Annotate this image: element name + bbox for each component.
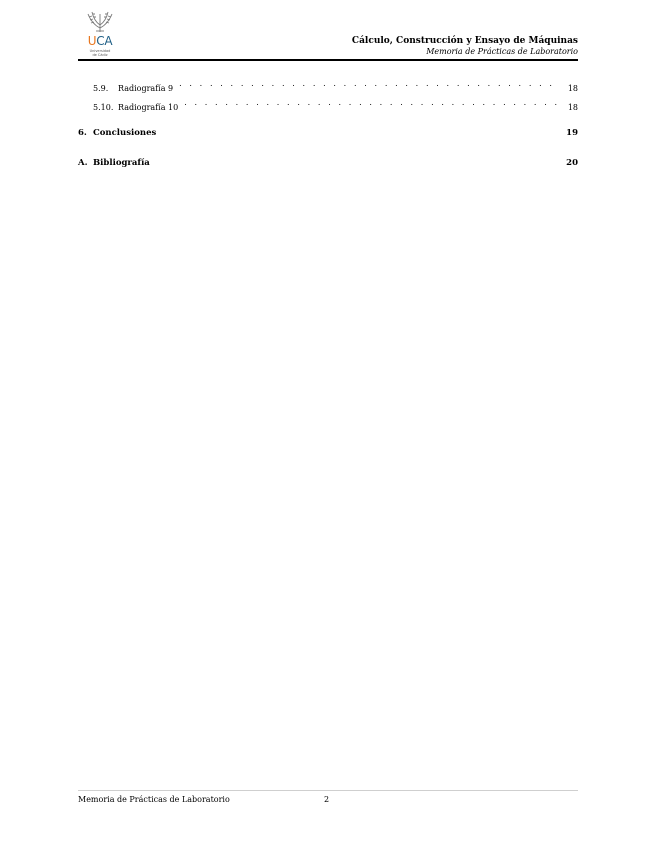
toc-entry-page: 18 — [567, 103, 578, 112]
toc-section-title: Conclusiones — [93, 128, 157, 138]
toc-entry-number: 5.10. — [93, 103, 114, 112]
toc-section[interactable] — [78, 128, 578, 140]
toc-entry[interactable] — [78, 79, 578, 91]
footer-text: Memoria de Prácticas de Laboratorio — [78, 795, 230, 804]
logo-subtitle — [80, 49, 120, 57]
toc-section-page: 20 — [566, 158, 578, 168]
footer-page-number: 2 — [324, 795, 330, 804]
toc-entry-number: 5.9. — [93, 84, 109, 93]
university-logo — [80, 8, 120, 58]
toc-dot-leaders — [184, 98, 558, 110]
logo-subtitle-line2: de Cádiz — [92, 53, 108, 57]
logo-subtitle-line1: Universidad — [89, 49, 111, 53]
toc-section-title: Bibliografía — [93, 158, 150, 168]
toc-entry-title: Radiografía 10 — [118, 103, 179, 112]
toc-entry-page: 18 — [567, 84, 578, 93]
toc-section-number: A. — [78, 158, 88, 168]
toc-dot-leaders — [179, 79, 558, 91]
toc-entry[interactable] — [78, 98, 578, 110]
toc-section[interactable] — [78, 158, 578, 170]
logo-letter-u: U — [87, 34, 97, 48]
header-rule — [78, 59, 578, 61]
toc-section-number: 6. — [78, 128, 87, 138]
logo-letters-ca: CA — [96, 34, 113, 48]
header-subtitle: Memoria de Prácticas de Laboratorio — [426, 47, 578, 56]
footer-rule — [78, 790, 578, 791]
laurel-crest-icon — [80, 8, 120, 36]
toc-section-page: 19 — [566, 128, 578, 138]
toc-entry-title: Radiografía 9 — [118, 84, 174, 93]
header-title: Cálculo, Construcción y Ensayo de Máquinas — [351, 36, 578, 46]
logo-wordmark — [80, 34, 120, 48]
